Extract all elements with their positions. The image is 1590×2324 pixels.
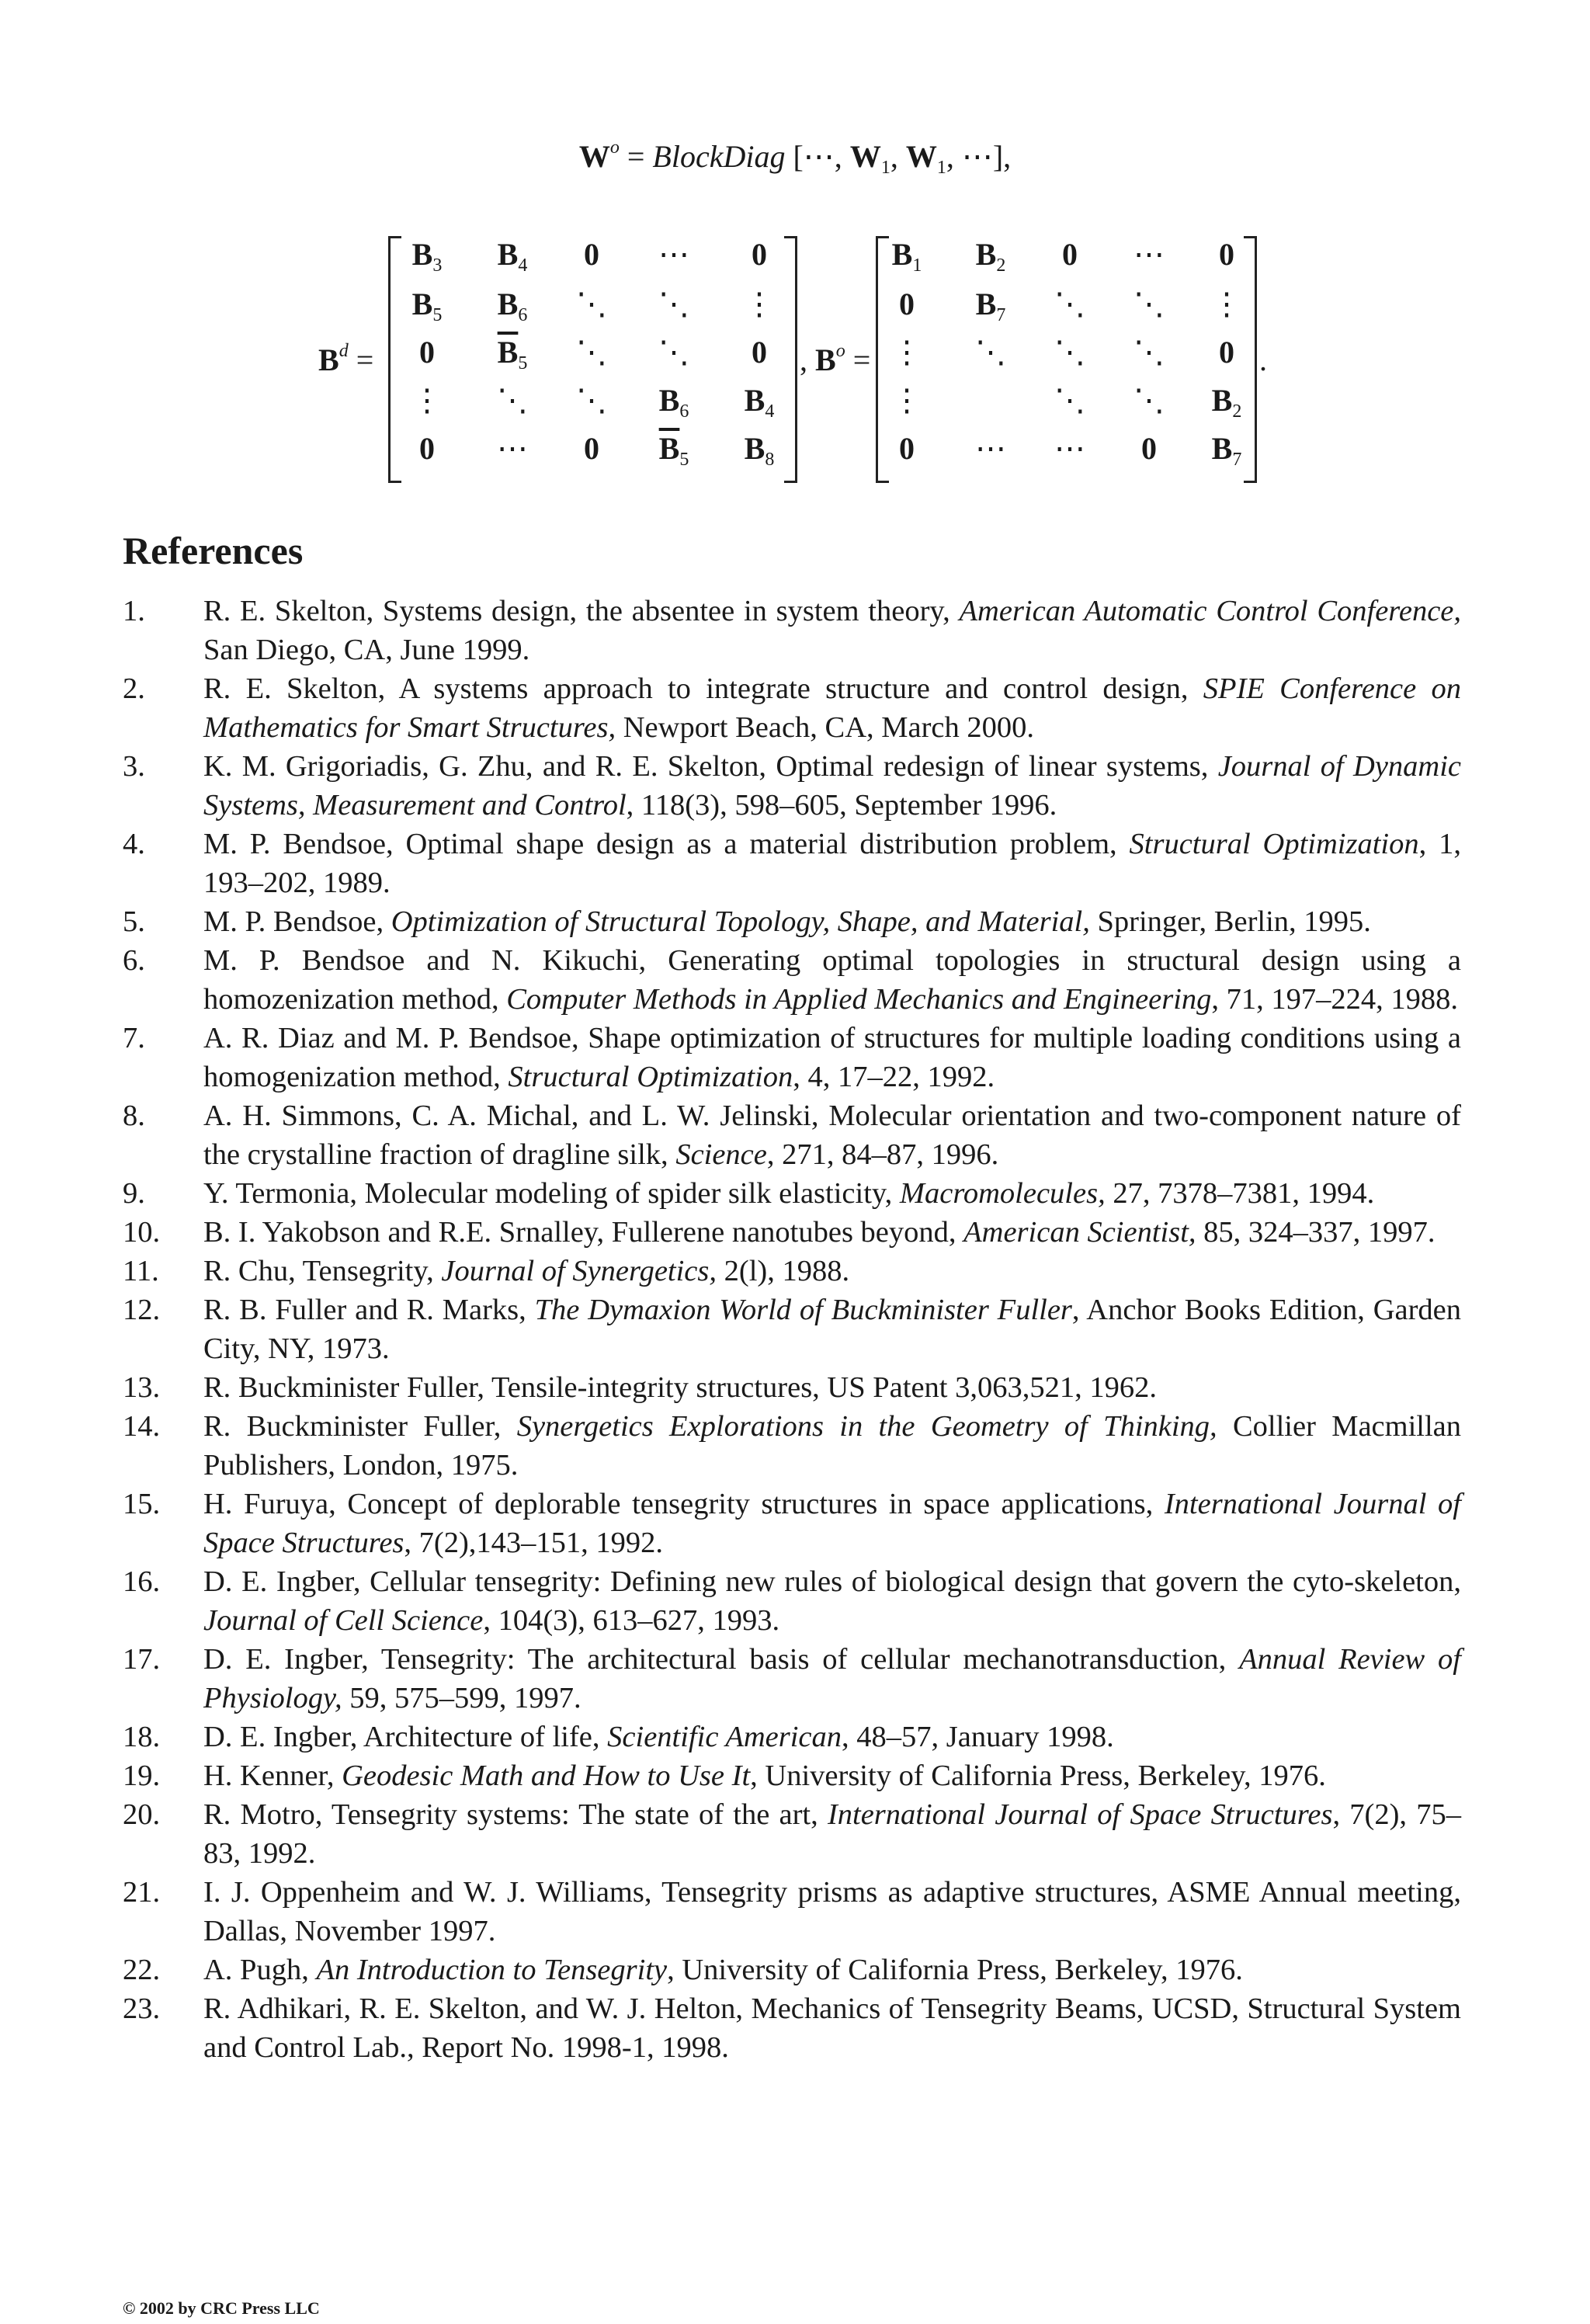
reference-item bbox=[123, 747, 1461, 825]
reference-text: R. E. Skelton, Systems design, the absentee in system theory, bbox=[203, 595, 960, 627]
reference-text: San Diego, CA, June 1999. bbox=[203, 634, 530, 666]
reference-source: International Journal of Space Structures bbox=[827, 1798, 1333, 1831]
reference-item bbox=[123, 902, 1461, 941]
reference-number: 1. bbox=[123, 595, 145, 627]
matrix-bd-cell: $B_5$ bbox=[411, 287, 443, 325]
matrix-bo-cell: ⋱ bbox=[1133, 383, 1165, 418]
matrix-bo-period: . bbox=[1259, 342, 1267, 377]
reference-text: , 271, 84–87, 1996. bbox=[766, 1138, 999, 1171]
matrix-bd-cell: $B_6$ bbox=[497, 287, 528, 325]
matrix-bd-cell: 0 bbox=[752, 335, 767, 370]
reference-item bbox=[123, 1951, 1461, 1989]
reference-text: R. Chu, Tensegrity, bbox=[203, 1255, 442, 1287]
reference-text: H. Kenner, bbox=[203, 1760, 342, 1792]
matrix-bo-label: , $B^o$ = bbox=[800, 341, 871, 377]
reference-source: The Dymaxion World of Buckminister Fuller bbox=[534, 1294, 1072, 1326]
matrix-bd-cell: 0 bbox=[584, 237, 599, 272]
matrix-bo-cell: ⋮ bbox=[1211, 287, 1242, 321]
matrix-bd-cell: ⋱ bbox=[576, 383, 607, 418]
reference-text: 85, 324–337, 1997. bbox=[1196, 1216, 1436, 1249]
reference-number: 23. bbox=[123, 1992, 161, 2025]
reference-item bbox=[123, 1718, 1461, 1756]
matrix-bd-cell: ⋱ bbox=[576, 287, 607, 321]
reference-item bbox=[123, 592, 1461, 669]
reference-text: H. Furuya, Concept of deplorable tensegrity structures in space applications, bbox=[203, 1488, 1165, 1520]
reference-text: 2(l), 1988. bbox=[717, 1255, 850, 1287]
matrix-bo-cell: ⋯ bbox=[1133, 237, 1165, 272]
reference-item bbox=[123, 1368, 1461, 1407]
reference-text: D. E. Ingber, Tensegrity: The architectural basis of cellular mechanotransduction, bbox=[203, 1643, 1240, 1676]
reference-text: 27, 7378–7381, 1994. bbox=[1105, 1177, 1375, 1210]
matrix-bd-cell: $B_4$ bbox=[497, 237, 528, 276]
matrix-bo-cell: ⋱ bbox=[1054, 287, 1085, 321]
reference-item bbox=[123, 1756, 1461, 1795]
reference-item bbox=[123, 1795, 1461, 1873]
reference-number: 7. bbox=[123, 1022, 145, 1054]
reference-text: D. E. Ingber, Architecture of life, bbox=[203, 1721, 608, 1753]
reference-item bbox=[123, 1213, 1461, 1252]
matrix-bo-cell: $B_1$ bbox=[891, 237, 922, 276]
matrix-bd-cell: $B_8$ bbox=[744, 431, 775, 470]
reference-number: 5. bbox=[123, 905, 145, 938]
matrix-bd-label: $B^d$ = bbox=[318, 341, 374, 377]
reference-text: , University of California Press, Berkeley, 1976. bbox=[750, 1760, 1326, 1792]
reference-text: B. I. Yakobson and R.E. Srnalley, Fullerene nanotubes beyond, bbox=[203, 1216, 964, 1249]
reference-text: , 71, 197–224, 1988. bbox=[1211, 983, 1459, 1016]
matrix-bd-cell: ⋱ bbox=[576, 335, 607, 370]
reference-text: , 4, 17–22, 1992. bbox=[793, 1061, 995, 1093]
reference-item bbox=[123, 1019, 1461, 1096]
matrix-bd-cell: 0 bbox=[752, 237, 767, 272]
reference-item bbox=[123, 1252, 1461, 1291]
equation-w-blockdiag bbox=[0, 137, 1590, 178]
reference-number: 17. bbox=[123, 1643, 161, 1676]
reference-source: International Journal of Space Structures bbox=[203, 1488, 1461, 1559]
reference-number: 3. bbox=[123, 750, 145, 783]
matrix-bo-cell: 0 bbox=[1062, 237, 1078, 272]
matrix-equation bbox=[0, 225, 1590, 489]
matrix-bo-cell: 0 bbox=[899, 287, 915, 321]
reference-source: Synergetics Explorations in the Geometry of Thinking, bbox=[516, 1410, 1217, 1443]
reference-text: M. P. Bendsoe and N. Kikuchi, Generating optimal topologies in structural design using a homozenization method, bbox=[203, 944, 1461, 1016]
reference-text: , 7(2), 75–83, 1992. bbox=[203, 1798, 1461, 1870]
reference-text: I. J. Oppenheim and W. J. Williams, Tensegrity prisms as adaptive structures, ASME Annual meeting, Dallas, November 1997. bbox=[203, 1876, 1461, 1947]
matrix-bo-cell: $B_2$ bbox=[975, 237, 1006, 276]
reference-text: 59, 575–599, 1997. bbox=[342, 1682, 581, 1714]
eq-w-w1a-sub: 1 bbox=[880, 158, 890, 178]
matrix-bd-left-bracket bbox=[388, 236, 401, 483]
reference-source: Journal of Cell Science bbox=[203, 1604, 484, 1637]
reference-number: 14. bbox=[123, 1410, 161, 1443]
reference-text: R. Adhikari, R. E. Skelton, and W. J. Helton, Mechanics of Tensegrity Beams, UCSD, Structural System and Control Lab., Report No. 1998-1, 1998. bbox=[203, 1992, 1461, 2064]
reference-text: A. R. Diaz and M. P. Bendsoe, Shape optimization of structures for multiple loading conditions using a homogenization method, bbox=[203, 1022, 1461, 1093]
reference-number: 2. bbox=[123, 672, 145, 705]
reference-number: 12. bbox=[123, 1294, 161, 1326]
reference-text: , Anchor Books Edition, Garden City, NY, 1973. bbox=[203, 1294, 1461, 1365]
reference-number: 18. bbox=[123, 1721, 161, 1753]
reference-item bbox=[123, 1485, 1461, 1562]
matrix-bd-cell: ⋮ bbox=[411, 383, 443, 418]
eq-w-equals: = bbox=[619, 139, 653, 174]
reference-text: , 48–57, January 1998. bbox=[842, 1721, 1114, 1753]
matrix-bd-cell: $B_6$ bbox=[658, 383, 689, 422]
matrix-bd-cell: $B_4$ bbox=[744, 383, 775, 422]
matrix-bd-cell: 0 bbox=[419, 431, 435, 466]
eq-w-lhs: W bbox=[578, 139, 610, 174]
matrix-bo-cell: ⋱ bbox=[1054, 383, 1085, 418]
reference-text: , 118(3), 598–605, September 1996. bbox=[626, 789, 1057, 822]
matrix-bd-cell: 0 bbox=[419, 335, 435, 370]
matrix-bo-cell: ⋮ bbox=[891, 383, 922, 418]
reference-source: American Scientist, bbox=[963, 1216, 1196, 1249]
reference-source: An Introduction to Tensegrity bbox=[316, 1954, 668, 1986]
matrix-bo-cell: $B_2$ bbox=[1211, 383, 1242, 422]
reference-number: 21. bbox=[123, 1876, 161, 1909]
eq-w-w1a: W bbox=[849, 139, 881, 174]
reference-number: 15. bbox=[123, 1488, 161, 1520]
copyright-footer: © 2002 by CRC Press LLC bbox=[123, 2298, 320, 2318]
reference-text: Springer, Berlin, 1995. bbox=[1089, 905, 1371, 938]
matrix-bo-cell: ⋮ bbox=[891, 335, 922, 370]
reference-source: Journal of Dynamic Systems, Measurement and Control bbox=[203, 750, 1461, 822]
reference-number: 10. bbox=[123, 1216, 161, 1249]
reference-number: 9. bbox=[123, 1177, 145, 1210]
matrix-bo-cell: ⋱ bbox=[975, 335, 1006, 370]
reference-item bbox=[123, 1407, 1461, 1485]
reference-number: 20. bbox=[123, 1798, 161, 1831]
matrix-bo-cell: ⋯ bbox=[1054, 431, 1085, 466]
matrix-bd-cell: $\overline{B}_5$ bbox=[497, 335, 528, 373]
reference-text: R. B. Fuller and R. Marks, bbox=[203, 1294, 535, 1326]
reference-text: Y. Termonia, Molecular modeling of spider silk elasticity, bbox=[203, 1177, 900, 1210]
matrix-bo-cell: 0 bbox=[1141, 431, 1157, 466]
reference-source: Annual Review of Physiology, bbox=[203, 1643, 1461, 1714]
reference-text: , 104(3), 613–627, 1993. bbox=[483, 1604, 780, 1637]
reference-number: 22. bbox=[123, 1954, 161, 1986]
reference-source: Journal of Synergetics, bbox=[441, 1255, 717, 1287]
eq-w-comma: , bbox=[890, 139, 906, 174]
reference-source: Geodesic Math and How to Use It bbox=[342, 1760, 751, 1792]
reference-item bbox=[123, 941, 1461, 1019]
eq-w-close: , ⋯], bbox=[946, 139, 1012, 174]
reference-number: 16. bbox=[123, 1565, 161, 1598]
reference-number: 8. bbox=[123, 1099, 145, 1132]
matrix-bd-cell: ⋱ bbox=[658, 335, 689, 370]
eq-w-w1b-sub: 1 bbox=[936, 158, 946, 178]
matrix-bo-cell: $B_7$ bbox=[1211, 431, 1242, 470]
reference-source: Macromolecules, bbox=[899, 1177, 1106, 1210]
reference-text: K. M. Grigoriadis, G. Zhu, and R. E. Skelton, Optimal redesign of linear systems, bbox=[203, 750, 1218, 783]
eq-w-open: [⋯, bbox=[785, 139, 850, 174]
matrix-bd-right-bracket bbox=[784, 236, 797, 483]
matrix-bo-cell: ⋯ bbox=[975, 431, 1006, 466]
reference-text: M. P. Bendsoe, Optimal shape design as a material distribution problem, bbox=[203, 828, 1130, 860]
reference-text: A. H. Simmons, C. A. Michal, and L. W. Jelinski, Molecular orientation and two-component nature of the crystalline fraction of dragline silk, bbox=[203, 1099, 1461, 1171]
matrix-bo-right-bracket bbox=[1244, 236, 1257, 483]
reference-item bbox=[123, 1562, 1461, 1640]
eq-w-func: BlockDiag bbox=[652, 139, 786, 174]
reference-source: American Automatic Control Conference, bbox=[959, 595, 1462, 627]
matrix-bo-cell: ⋱ bbox=[1054, 335, 1085, 370]
matrix-bd-cell: ⋯ bbox=[658, 237, 689, 272]
reference-item bbox=[123, 1174, 1461, 1213]
reference-item bbox=[123, 825, 1461, 902]
matrix-bo-cell: $B_7$ bbox=[975, 287, 1006, 325]
reference-number: 19. bbox=[123, 1760, 161, 1792]
matrix-bo-cell: 0 bbox=[1219, 335, 1234, 370]
matrix-bd-cell: ⋮ bbox=[744, 287, 775, 321]
matrix-bd-cell: $\overline{B}_5$ bbox=[658, 431, 689, 470]
matrix-bo-cell: 0 bbox=[899, 431, 915, 466]
matrix-bd-cell: ⋱ bbox=[497, 383, 528, 418]
reference-number: 6. bbox=[123, 944, 145, 977]
reference-text: R. Motro, Tensegrity systems: The state of the art, bbox=[203, 1798, 828, 1831]
reference-source: Computer Methods in Applied Mechanics and Engineering bbox=[506, 983, 1212, 1016]
reference-item bbox=[123, 1873, 1461, 1951]
reference-text: M. P. Bendsoe, bbox=[203, 905, 391, 938]
matrix-bd-cell: 0 bbox=[584, 431, 599, 466]
reference-text: A. Pugh, bbox=[203, 1954, 317, 1986]
reference-source: Structural Optimization bbox=[508, 1061, 793, 1093]
matrix-bo-cell: ⋱ bbox=[1133, 335, 1165, 370]
reference-text: R. E. Skelton, A systems approach to integrate structure and control design, bbox=[203, 672, 1203, 705]
reference-item bbox=[123, 1096, 1461, 1174]
reference-source: SPIE Conference on Mathematics for Smart Structures, bbox=[203, 672, 1462, 744]
reference-text: , 7(2),143–151, 1992. bbox=[404, 1527, 664, 1559]
reference-text: , University of California Press, Berkeley, 1976. bbox=[667, 1954, 1243, 1986]
matrix-bd-cell: $B_3$ bbox=[411, 237, 443, 276]
reference-source: Optimization of Structural Topology, Shape, and Material, bbox=[391, 905, 1090, 938]
matrix-bo-cell: 0 bbox=[1219, 237, 1234, 272]
reference-item bbox=[123, 1291, 1461, 1368]
reference-item bbox=[123, 1989, 1461, 2067]
reference-source: Structural Optimization bbox=[1129, 828, 1419, 860]
reference-text: Collier Macmillan Publishers, London, 1975. bbox=[203, 1410, 1461, 1482]
matrix-bd-cell: ⋱ bbox=[658, 287, 689, 321]
reference-list bbox=[123, 592, 1461, 2067]
references-heading: References bbox=[123, 529, 304, 572]
reference-item bbox=[123, 1640, 1461, 1718]
reference-text: R. Buckminister Fuller, bbox=[203, 1410, 517, 1443]
reference-number: 4. bbox=[123, 828, 145, 860]
eq-w-w1b: W bbox=[905, 139, 937, 174]
reference-number: 11. bbox=[123, 1255, 159, 1287]
reference-source: Scientific American bbox=[607, 1721, 842, 1753]
matrix-bd-cell: ⋯ bbox=[497, 431, 528, 466]
matrix-bo-cell: ⋱ bbox=[1133, 287, 1165, 321]
reference-source: Science bbox=[675, 1138, 767, 1171]
reference-text: Newport Beach, CA, March 2000. bbox=[616, 711, 1034, 744]
reference-text: , 1, 193–202, 1989. bbox=[203, 828, 1461, 899]
reference-number: 13. bbox=[123, 1371, 161, 1404]
reference-item bbox=[123, 669, 1461, 747]
reference-text: R. Buckminister Fuller, Tensile-integrity structures, US Patent 3,063,521, 1962. bbox=[203, 1371, 1157, 1404]
eq-w-lhs-sup: o bbox=[609, 137, 620, 158]
reference-text: D. E. Ingber, Cellular tensegrity: Defining new rules of biological design that govern the cyto-skeleton, bbox=[203, 1565, 1461, 1598]
